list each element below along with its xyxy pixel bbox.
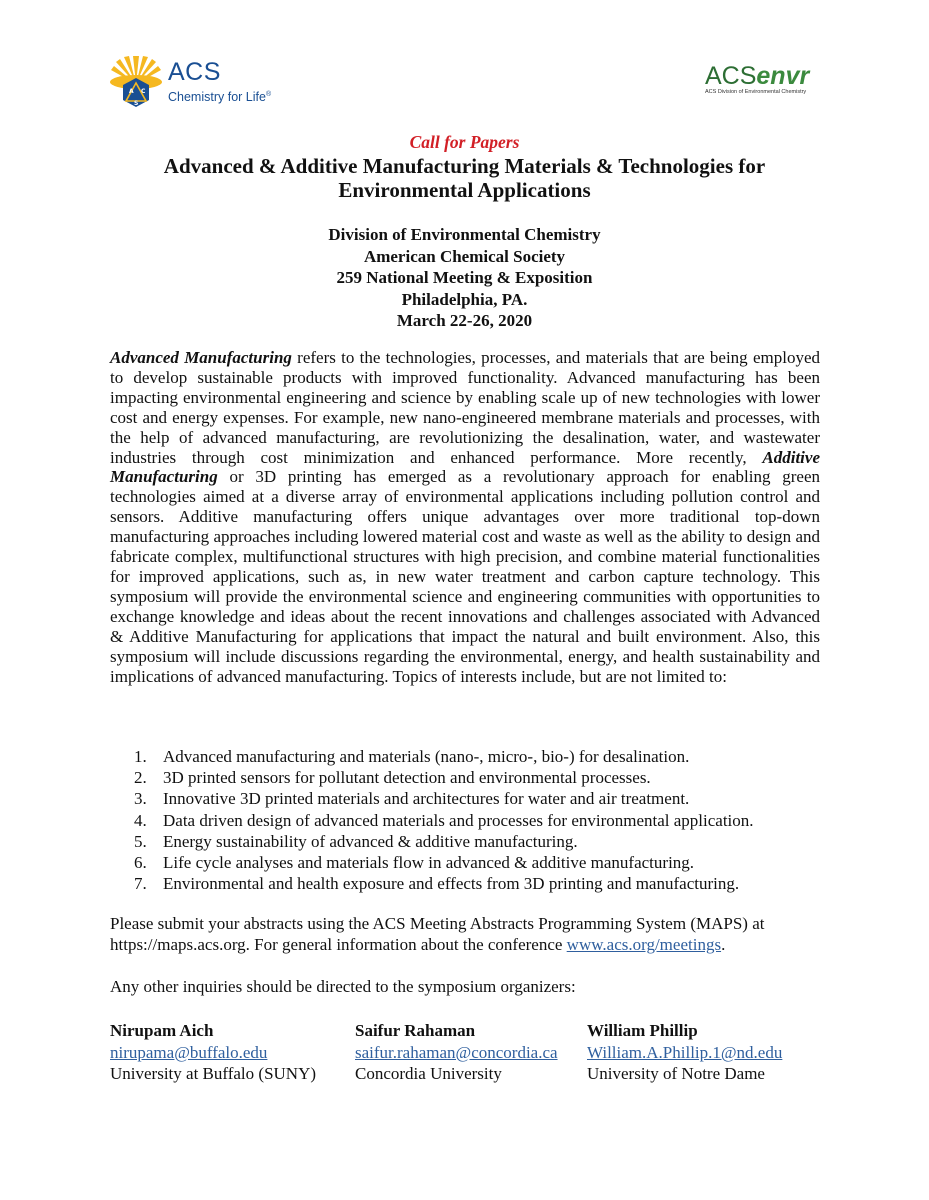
- acs-emblem-letter-a: A: [129, 88, 134, 95]
- organizer-affiliation: University of Notre Dame: [587, 1064, 765, 1083]
- list-item-text: Innovative 3D printed materials and architectures for water and air treatment.: [163, 789, 690, 809]
- society: American Chemical Society: [363, 246, 566, 266]
- page-title: [0, 154, 929, 202]
- dates: March 22-26, 2020: [396, 311, 533, 330]
- list-item-number: 6.: [134, 853, 147, 873]
- division: Division of Environmental Chemistry: [328, 225, 601, 244]
- meetings-link[interactable]: www.acs.org/meetings: [566, 934, 722, 954]
- location: Philadelphia, PA.: [401, 289, 528, 309]
- acs-emblem-letter-s: S: [134, 100, 139, 107]
- description-text-2: or 3D printing has emerged as a revolutionary approach for enabling green technologies aimed at a diverse array of environmental applications including pollution control and sensors. Additive manufacturing offers unique advantages over more traditional top-down manufacturing approaches including lowered material cost and waste as well as the ability to design and fabricate complex, multifunctional structures with high precision, and combine material functionalities for improved applications, such as, in new water treatment and carbon capture technology. This symposium will provide the environmental science and engineering communities with opportunities to exchange knowledge and ideas about the recent innovations and challenges associated with Advanced & Additive Manufacturing for applications that impact the natural and built environment. Also, this symposium will include discussions regarding the environmental, energy, and health sustainability and implications of advanced manufacturing. Topics of interests include, but are not limited to:: [110, 467, 820, 686]
- submission-text-end: .: [721, 934, 726, 954]
- list-item-number: 5.: [134, 831, 147, 851]
- call-for-papers: Call for Papers: [409, 132, 520, 152]
- list-item: [110, 852, 830, 873]
- organizer-affiliation: University at Buffalo (SUNY): [110, 1064, 317, 1083]
- description-text-1: refers to the technologies, processes, and materials that are being employed to develop sustainable products with improved functionality. Advanced manufacturing has been impacting environmental engineering and science by enabling scale up of new technologies with lower cost and energy expenses. For example, new nano-engineered membrane materials and processes, with the help of advanced manufacturing, are revolutionizing the desalination, water, and wastewater industries through cost minimization and enhanced performance. More recently,: [110, 348, 820, 467]
- topics-list: [110, 746, 830, 894]
- organizer-affiliation: Concordia University: [355, 1064, 502, 1083]
- organizer-name: William Phillip: [587, 1021, 698, 1040]
- list-item-number: 1.: [134, 747, 147, 766]
- list-item-text: Energy sustainability of advanced & additive manufacturing.: [163, 831, 578, 851]
- acs-tagline-text: Chemistry for Life: [168, 90, 266, 105]
- list-item: [110, 831, 830, 852]
- list-item-text: Life cycle analyses and materials flow in advanced & additive manufacturing.: [163, 853, 695, 873]
- title-line-2: Environmental Applications: [338, 178, 591, 202]
- organizer-email-link[interactable]: nirupama@buffalo.edu: [110, 1042, 268, 1062]
- term-advanced-manufacturing: Advanced Manufacturing: [110, 348, 292, 367]
- acs-wordmark: ACS: [168, 58, 221, 86]
- envr-suffix: envr: [756, 62, 810, 90]
- title-line-1: Advanced & Additive Manufacturing Materials & Technologies for: [163, 154, 766, 178]
- envr-subtitle: ACS Division of Environmental Chemistry: [705, 89, 807, 95]
- list-item-number: 2.: [134, 768, 147, 788]
- registered-mark: ®: [265, 91, 272, 98]
- acs-emblem-letter-c: C: [141, 88, 146, 95]
- meeting-info: [0, 224, 929, 332]
- description-paragraph: [110, 348, 820, 686]
- list-item-text: 3D printed sensors for pollutant detection and environmental processes.: [163, 768, 651, 788]
- organizer: [587, 1020, 782, 1085]
- envr-prefix: ACS: [705, 62, 757, 90]
- submission-info: [110, 914, 830, 955]
- acs-emblem-icon: [108, 56, 164, 112]
- list-item-number: 3.: [134, 789, 147, 809]
- term-additive-manufacturing: Additive Manufacturing: [110, 447, 820, 487]
- list-item-text: Advanced manufacturing and materials (nano-, micro-, bio-) for desalination.: [163, 747, 690, 766]
- list-item-number: 7.: [134, 874, 147, 894]
- list-item-number: 4.: [134, 810, 147, 830]
- list-item: [110, 873, 830, 894]
- inquiries-text: Any other inquiries should be directed to the symposium organizers:: [110, 977, 576, 996]
- list-item: [110, 746, 830, 767]
- organizer-email-link[interactable]: saifur.rahaman@concordia.ca: [355, 1042, 558, 1062]
- organizer-email-link[interactable]: William.A.Phillip.1@nd.edu: [587, 1042, 783, 1062]
- organizer: [110, 1020, 316, 1085]
- list-item-text: Data driven design of advanced materials and processes for environmental application.: [163, 810, 754, 830]
- event: 259 National Meeting & Exposition: [336, 268, 593, 287]
- list-item: [110, 767, 830, 788]
- organizer-name: Saifur Rahaman: [355, 1021, 476, 1040]
- acs-logo: [108, 56, 272, 112]
- organizer: [355, 1020, 558, 1085]
- acs-tagline: [168, 87, 271, 105]
- list-item-text: Environmental and health exposure and effects from 3D printing and manufacturing.: [163, 874, 740, 894]
- organizer-name: Nirupam Aich: [110, 1021, 214, 1040]
- list-item: [110, 810, 830, 831]
- submission-text: Please submit your abstracts using the ACS Meeting Abstracts Programming System (MAPS) at https://maps.acs.org. For general information about the conference: [110, 914, 765, 954]
- envr-wordmark: [705, 62, 825, 90]
- acs-envr-logo: [705, 62, 825, 102]
- list-item: [110, 788, 830, 809]
